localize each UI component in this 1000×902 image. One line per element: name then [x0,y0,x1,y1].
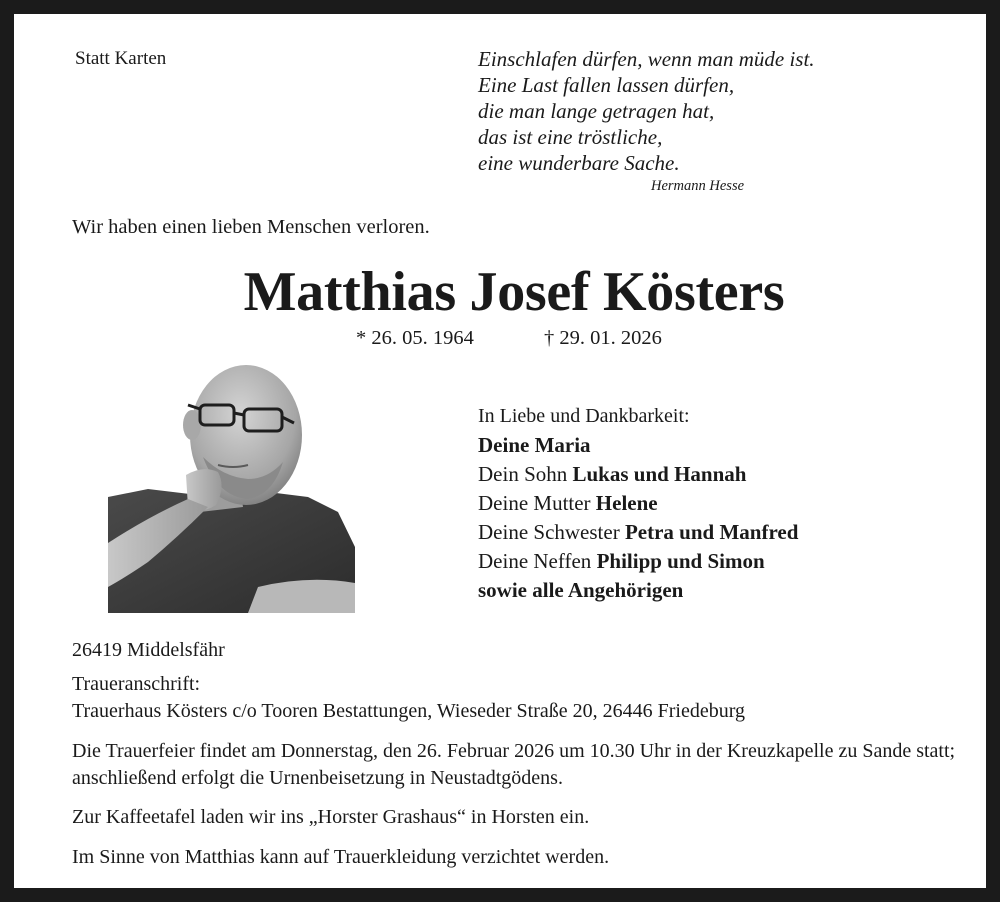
address-label: Traueranschrift: [72,673,201,695]
family-intro: In Liebe und Dankbarkeit: [478,405,690,427]
family-relation: Deine Schwester [478,520,625,544]
portrait-photo [108,347,355,613]
family-line [478,460,798,489]
poem-line: das ist eine tröstliche, [478,125,663,149]
death-date: † 29. 01. 2026 [544,327,662,349]
statt-karten-label: Statt Karten [75,48,167,69]
family-names: Deine Maria [478,433,591,457]
family-line [478,576,798,605]
family-relation: Dein Sohn [478,462,573,486]
coffee-paragraph: Zur Kaffeetafel laden wir ins „Horster Grashaus“ in Horsten ein. [72,806,590,828]
family-relation: Deine Mutter [478,491,596,515]
family-line [478,547,798,576]
family-line [478,431,798,460]
poem-line: eine wunderbare Sache. [478,151,680,175]
deceased-name: Matthias Josef Kösters [243,261,785,323]
family-names: Lukas und Hannah [572,462,747,486]
family-block [478,402,798,605]
family-line [478,489,798,518]
family-names: Philipp und Simon [596,549,765,573]
poem-author: Hermann Hesse [651,178,745,194]
family-names: Petra und Manfred [624,520,799,544]
dress-paragraph: Im Sinne von Matthias kann auf Trauerkleidung verzichtet werden. [72,846,610,868]
intro-text: Wir haben einen lieben Menschen verloren. [72,216,430,238]
birth-date: * 26. 05. 1964 [356,327,474,349]
ceremony-paragraph: Die Trauerfeier findet am Donnerstag, den 26. Februar 2026 um 10.30 Uhr in der Kreuzkapelle zu Sande statt; anschließend erfolgt die Urnenbeisetzung in Neustadtgödens. [72,740,956,789]
address-block [72,637,745,725]
family-line [478,518,798,547]
poem-line: Einschlafen dürfen, wenn man müde ist. [478,47,815,71]
family-relation: Deine Neffen [478,549,597,573]
family-names: sowie alle Angehörigen [478,578,684,602]
town: 26419 Middelsfähr [72,639,225,661]
poem-line: Eine Last fallen lassen dürfen, [478,73,735,97]
poem [478,46,815,176]
family-names: Helene [595,491,658,515]
address-line: Trauerhaus Kösters c/o Tooren Bestattungen, Wieseder Straße 20, 26446 Friedeburg [72,700,746,722]
poem-line: die man lange getragen hat, [478,99,715,123]
